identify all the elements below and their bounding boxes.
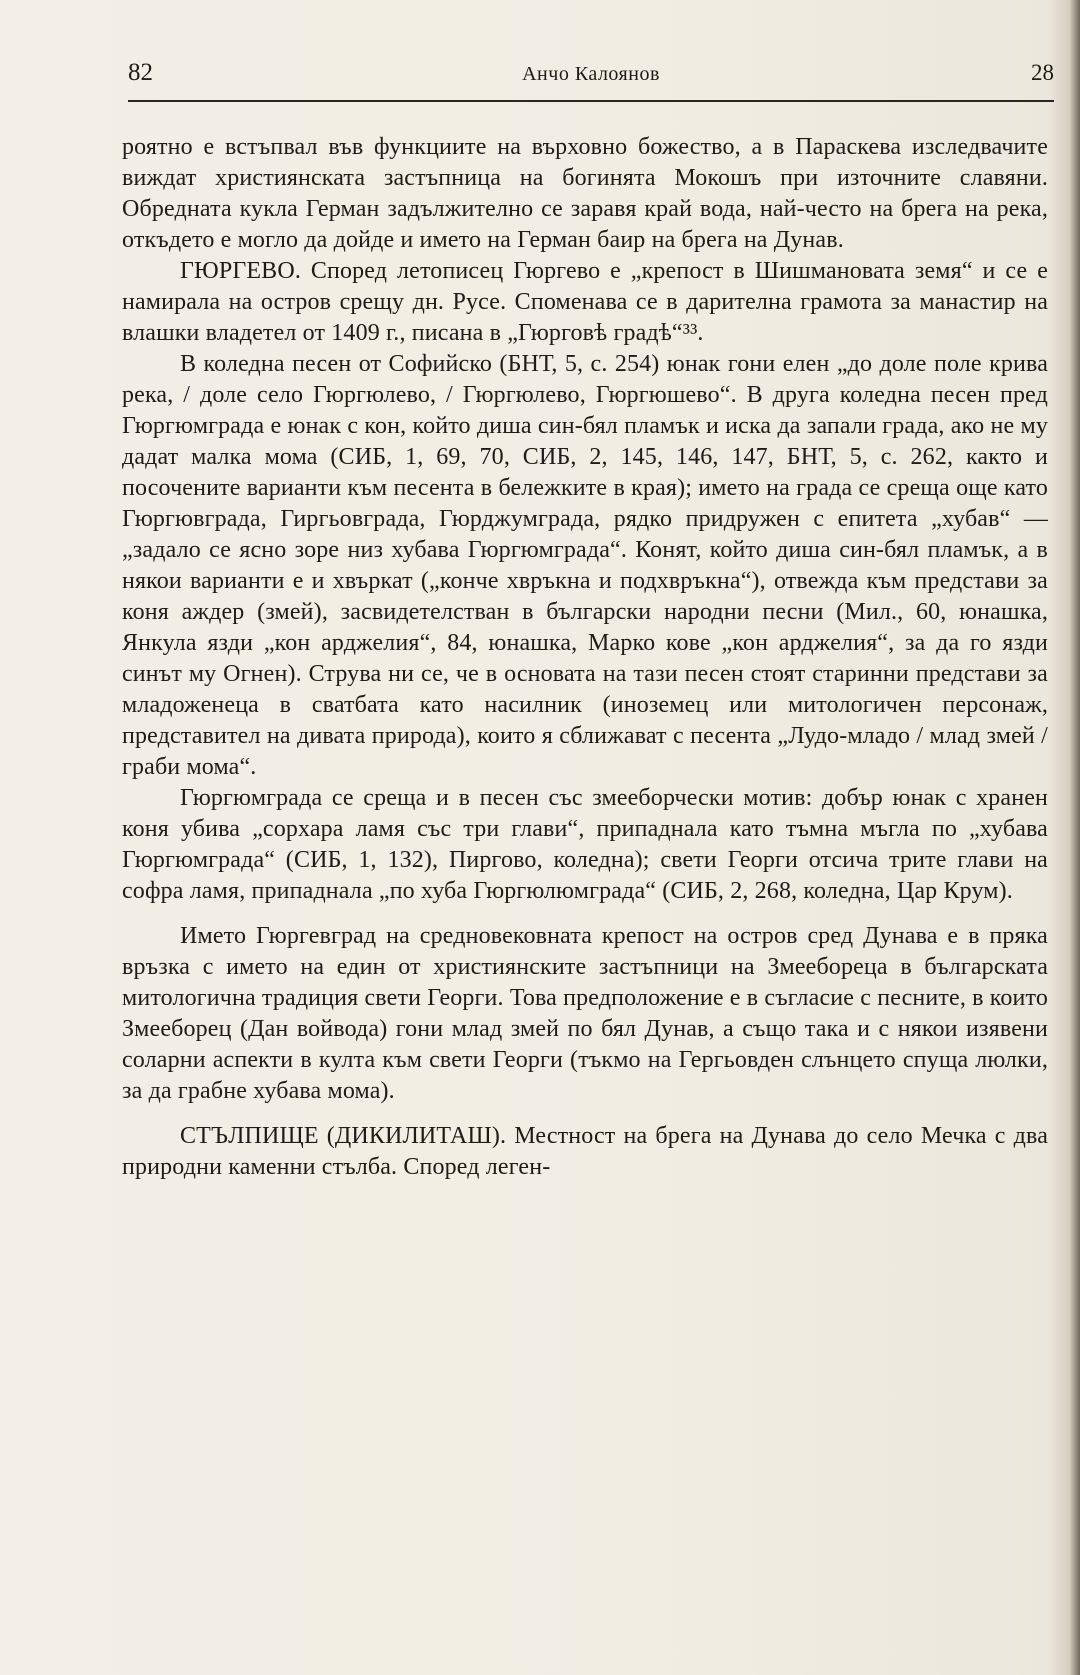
- paragraph-dragon-slayer: Гюргюмграда се среща и в песен със змееборчески мотив: добър юнак с хранен коня убива „сорхара ламя със три глави“, припаднала като тъмна мъгла по „хубава Гюргюмграда“ (СИБ, 1, 132), Пиргово, коледна); свети Георги отсича трите глави на софра ламя, припаднала „по хуба Гюргюлюмграда“ (СИБ, 2, 268, коледна, Цар Крум).: [122, 785, 1048, 904]
- page-header: [128, 58, 1054, 92]
- paragraph-gyurgevo: ГЮРГЕВО. Според летописец Гюргево е „крепост в Шишмановата земя“ и се е намирала на остров срещу дн. Русе. Споменава се в дарителна грамота за манастир на влашки владетел от 1409 г., писана в „Гюрговѣ градѣ“³³.: [122, 258, 1048, 346]
- book-spine-edge: [1070, 0, 1080, 1675]
- page-number: 82: [128, 59, 153, 86]
- body-text: [122, 132, 1048, 1183]
- running-head-author: Анчо Калоянов: [522, 63, 660, 85]
- paragraph-saint-george: Името Гюргевград на средновековната крепост на остров сред Дунава е в пряка връзка с името на един от християнските застъпници на Змееборeца в българската митологична традиция свети Георги. Това предположение е в съгласие с песните, в които Змееборец (Дан войвода) гони млад змей по бял Дунав, а също така и с някои изявени соларни аспекти в култа към свети Георги (тъкмо на Гергьовден слънцето спуща люлки, за да грабне хубава мома).: [122, 923, 1048, 1104]
- paragraph-continuation: роятно е встъпвал във функциите на върховно божество, а в Параскева изследвачите виждат християнската застъпница на богинята Мокошъ при източните славяни. Обредната кукла Герман задължително се заравя край вода, най-често на брега на река, откъдето е могло да дойде и името на Герман баир на брега на Дунав.: [122, 134, 1048, 253]
- paragraph-carol: В коледна песен от Софийско (БНТ, 5, с. 254) юнак гони елен „до доле поле крива река, / доле село Гюргюлево, / Гюргюлево, Гюргюшево“. В друга коледна песен пред Гюргюмграда е юнак с кон, който диша син-бял пламък и иска да запали града, ако не му дадат малка мома (СИБ, 1, 69, 70, СИБ, 2, 145, 146, 147, БНТ, 5, с. 262, както и посочените варианти към песента в бележките в края); името на града се среща още като Гюргювграда, Гиргьовграда, Гюрджумграда, рядко придружен с епитета „хубав“ — „задало се ясно зоре низ хубава Гюргюмграда“. Конят, който диша син-бял пламък, а в някои варианти е и хвъркат („конче хвръкна и подхвръкна“), отвежда към представи за коня аждер (змей), засвидетелстван в български народни песни (Мил., 60, юнашка, Янкула язди „кон арджелия“, 84, юнашка, Марко кове „кон арджелия“, за да го язди синът му Огнен). Струва ни се, че в основата на тази песен стоят старинни представи за младоженеца в сватбата като насилник (иноземец или митологичен персонаж, представител на дивата природа), които я сближават с песента „Лудо-младо / млад змей / граби мома“.: [122, 351, 1048, 780]
- edge-page-number: 28: [1031, 60, 1054, 85]
- header-rule: [128, 100, 1054, 102]
- paragraph-stalpishte: СТЪЛПИЩЕ (ДИКИЛИТАШ). Местност на брега на Дунава до село Мечка с два природни каменни стълба. Според леген-: [122, 1123, 1048, 1180]
